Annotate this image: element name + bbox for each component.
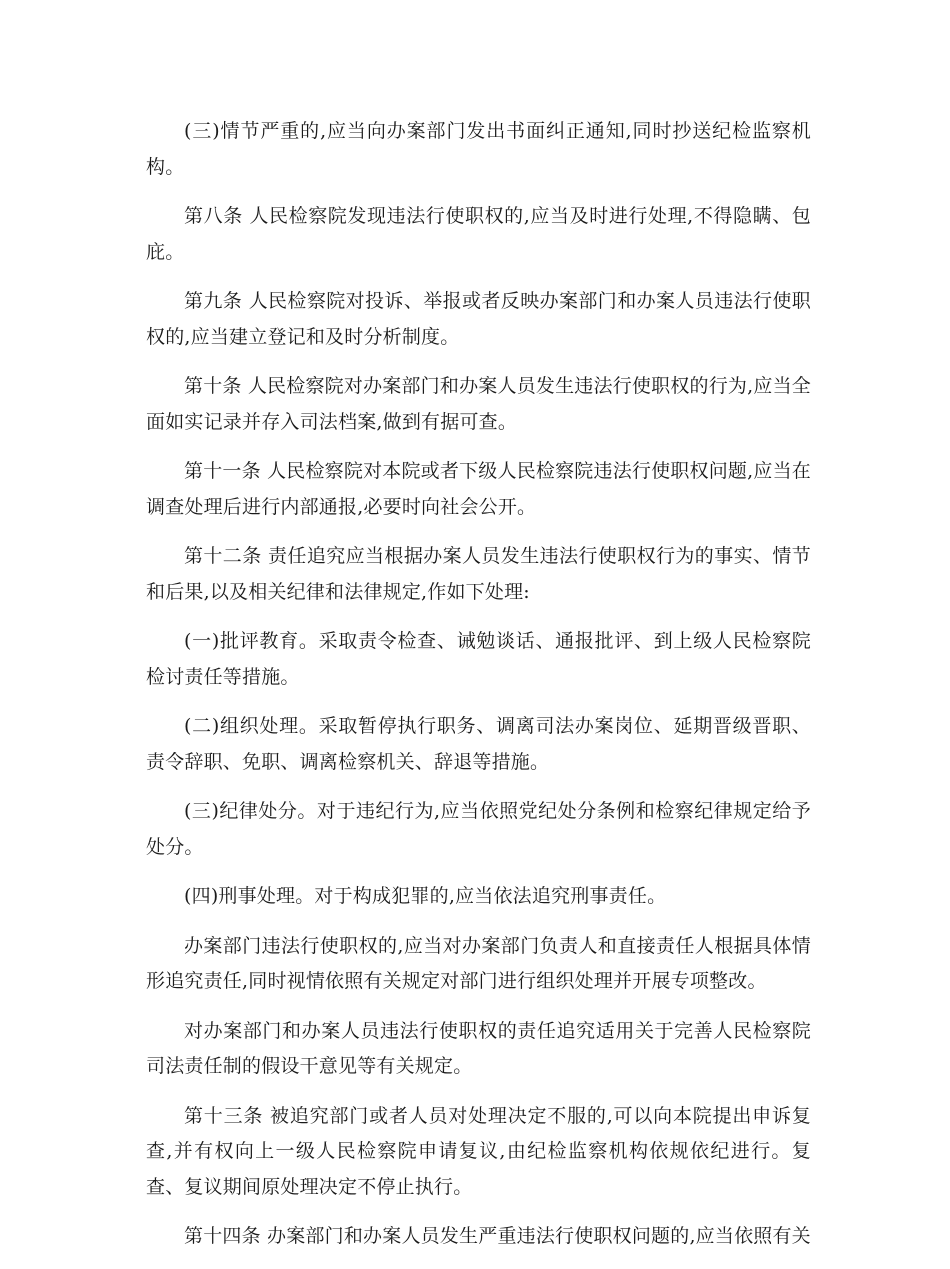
paragraph: (四)刑事处理。对于构成犯罪的,应当依法追究刑事责任。 [184,885,667,907]
paragraph: 第十三条 被追究部门或者人员对处理决定不服的,可以向本院提出申诉复查,并有权向上一级人民检察院申请复议,由纪检监察机构依规依纪进行。复查、复议期间原处理决定不停止执行。 [146,1104,811,1198]
paragraph: 第十二条 责任追究应当根据办案人员发生违法行使职权行为的事实、情节和后果,以及相关纪律和法律规定,作如下处理: [146,545,811,603]
paragraph: 第八条 人民检察院发现违法行使职权的,应当及时进行处理,不得隐瞒、包庇。 [146,205,811,263]
paragraph: 办案部门违法行使职权的,应当对办案部门负责人和直接责任人根据具体情形追究责任,同时视情依照有关规定对部门进行组织处理并开展专项整改。 [146,934,811,992]
paragraph: 第十一条 人民检察院对本院或者下级人民检察院违法行使职权问题,应当在调查处理后进行内部通报,必要时向社会公开。 [146,460,811,518]
document-body [146,114,811,1269]
paragraph: 对办案部门和办案人员违法行使职权的责任追究适用关于完善人民检察院司法责任制的假设干意见等有关规定。 [146,1019,811,1077]
paragraph: (一)批评教育。采取责令检查、诫勉谈话、通报批评、到上级人民检察院检讨责任等措施。 [146,630,811,688]
paragraph: (二)组织处理。采取暂停执行职务、调离司法办案岗位、延期晋级晋职、责令辞职、免职、调离检察机关、辞退等措施。 [146,715,811,773]
paragraph: 第十条 人民检察院对办案部门和办案人员发生违法行使职权的行为,应当全面如实记录并存入司法档案,做到有据可查。 [146,375,811,433]
paragraph: 第十四条 办案部门和办案人员发生严重违法行使职权问题的,应当依照有关 [184,1225,811,1247]
paragraph: 第九条 人民检察院对投诉、举报或者反映办案部门和办案人员违法行使职权的,应当建立登记和及时分析制度。 [146,290,811,348]
paragraph: (三)纪律处分。对于违纪行为,应当依照党纪处分条例和检察纪律规定给予处分。 [146,800,811,858]
paragraph: (三)情节严重的,应当向办案部门发出书面纠正通知,同时抄送纪检监察机构。 [146,120,811,178]
